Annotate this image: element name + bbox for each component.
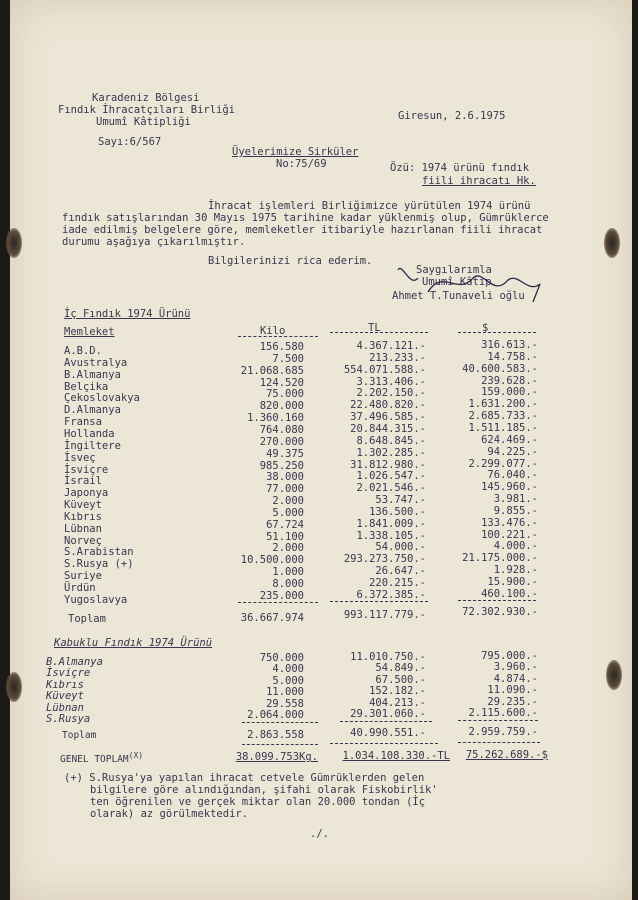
grand-total-rule-tl (330, 743, 438, 744)
handwritten-signature (388, 258, 548, 308)
section1-sum-rule-usd (458, 600, 536, 601)
row-country: Lübnan (64, 522, 102, 535)
row-usd: 40.600.583.- (462, 362, 538, 375)
row-kilo: 49.375 (266, 447, 304, 460)
section1-total-kilo: 36.667.974 (240, 612, 304, 624)
row-tl: 1.338.105.- (356, 529, 426, 542)
row-kilo: 2.064.000 (247, 709, 304, 721)
row-kilo: 51.100 (266, 530, 304, 543)
row-kilo: 2.000 (272, 542, 304, 555)
row-kilo: 10.500.000 (240, 554, 304, 567)
row-tl: 20.844.315.- (350, 422, 426, 435)
row-usd: 2.685.733.- (468, 410, 538, 423)
row-country: Yugoslavya (64, 593, 128, 606)
header-kilo: Kilo (260, 325, 286, 337)
row-country: Kıbrıs (46, 678, 84, 691)
row-kilo: 38.000 (266, 471, 304, 484)
row-usd: 1.631.200.- (468, 398, 538, 411)
row-kilo: 5.000 (272, 506, 304, 519)
row-tl: 152.182.- (369, 685, 426, 698)
row-usd: 3.981.- (493, 493, 538, 506)
row-usd: 100.221.- (481, 528, 538, 541)
row-usd: 1.511.185.- (468, 421, 538, 434)
punch-hole-right-top (604, 228, 620, 258)
row-tl: 53.747.- (375, 494, 426, 507)
punch-hole-left-bottom (6, 672, 22, 702)
section1-title: İç Fındık 1974 Ürünü (64, 308, 191, 320)
row-country: A.B.D. (64, 345, 102, 357)
row-tl: 1.026.547.- (356, 470, 426, 483)
row-usd: 76.040.- (487, 469, 538, 482)
section1-total-label: Toplam (68, 613, 106, 625)
header-rule-usd (458, 332, 536, 333)
row-country: S.Rusya (+) (64, 558, 134, 571)
section2-title: Kabuklu Fındık 1974 Ürünü (54, 637, 213, 649)
row-tl: 3.313.406.- (356, 375, 426, 388)
row-tl: 26.647.- (375, 565, 426, 578)
row-usd: 4.000.- (493, 540, 538, 553)
row-tl: 6.372.385.- (356, 588, 426, 601)
row-usd: 29.235.- (487, 695, 538, 708)
row-usd: 11.090.- (487, 684, 538, 697)
row-kilo: 270.000 (259, 435, 304, 448)
section2-sum-rule-usd (458, 720, 538, 721)
row-kilo: 77.000 (266, 483, 304, 496)
row-country: D.Almanya (64, 404, 121, 417)
row-kilo: 750.000 (259, 652, 304, 664)
row-country: Hollanda (64, 427, 115, 440)
row-kilo: 124.520 (259, 376, 304, 389)
header-tl: TL (368, 322, 381, 334)
row-country: Japonya (64, 487, 109, 500)
row-kilo: 156.580 (259, 341, 304, 353)
document-page (10, 0, 632, 900)
grand-total-mark: (X) (128, 751, 144, 760)
row-kilo: 75.000 (266, 388, 304, 401)
row-kilo: 1.000 (272, 566, 304, 579)
row-kilo: 764.080 (259, 423, 304, 436)
footnote-line2: bilgilere göre alındığından, şifahi olarak Fiskobirlik' (90, 784, 438, 796)
row-tl: 22.480.820.- (350, 399, 426, 412)
header-country: Memleket (64, 326, 115, 338)
row-usd: 21.175.000.- (462, 552, 538, 565)
row-kilo: 5.000 (272, 674, 304, 687)
grand-total-rule-kilo (242, 744, 318, 745)
row-tl: 4.367.121.- (356, 340, 426, 352)
body-request: Bilgilerinizi rica ederim. (208, 255, 373, 267)
row-kilo: 1.360.160 (247, 412, 304, 425)
row-tl: 213.233.- (369, 351, 426, 364)
signature-closing: Saygılarımla (416, 264, 492, 276)
row-tl: 54.849.- (375, 662, 426, 675)
row-country: B.Almanya (64, 368, 121, 381)
row-tl: 54.000.- (375, 541, 426, 554)
row-usd: 795.000.- (481, 650, 538, 662)
row-usd: 9.855.- (493, 504, 538, 517)
row-country: Belçika (64, 380, 109, 393)
row-tl: 293.273.750.- (343, 553, 426, 566)
row-tl: 31.812.980.- (350, 458, 426, 471)
grand-total-label (60, 750, 143, 766)
subject-line2: fiili ihracatı Hk. (422, 175, 536, 187)
row-usd: 14.758.- (487, 350, 538, 363)
grand-total-kilo: 38.099.753Kg. (235, 751, 318, 763)
row-country: Küveyt (64, 499, 102, 512)
row-country: S.Rusya (46, 713, 91, 725)
row-usd: 133.476.- (481, 516, 538, 529)
circular-title: Üyelerimize Sirküler (232, 146, 359, 158)
signature-role: Umumî Kâtip (422, 276, 492, 288)
row-country: B.Almanya (46, 656, 103, 668)
row-country: Çekoslovakya (64, 392, 140, 405)
row-tl: 136.500.- (369, 505, 426, 518)
row-usd: 94.225.- (487, 445, 538, 458)
footnote-line1: (+) S.Rusya'ya yapılan ihracat cetvele Gümrüklerden gelen (64, 772, 425, 784)
row-tl: 220.215.- (369, 577, 426, 589)
footnote-line4: olarak) az görülmektedir. (90, 808, 249, 820)
row-country: İsviçre (46, 667, 91, 680)
row-tl: 67.500.- (375, 673, 426, 686)
row-tl: 1.302.285.- (356, 446, 426, 459)
header-usd: $ (482, 322, 489, 334)
row-country: Küveyt (46, 690, 84, 703)
section2-total-kilo: 2.863.558 (247, 729, 304, 741)
row-kilo: 29.558 (266, 697, 304, 710)
grand-total-rule-usd (458, 742, 540, 743)
subject-line1: Özü: 1974 ürünü fındık (390, 162, 530, 174)
row-country: İsviçre (64, 463, 109, 476)
row-tl: 2.021.546.- (356, 482, 426, 495)
row-kilo: 235.000 (259, 589, 304, 602)
body-line1: İhracat işlemleri Birliğimizce yürütülen 1974 ürünü (208, 200, 531, 212)
row-usd: 145.960.- (481, 481, 538, 494)
org-line1: Karadeniz Bölgesi (92, 92, 200, 104)
row-country: Ürdün (64, 582, 96, 594)
footnote-line3: ten öğrenilen ve gerçek miktar olan 20.000 tondan (İç (90, 796, 426, 808)
row-usd: 2.299.077.- (468, 457, 538, 470)
row-country: S.Arabistan (64, 546, 134, 559)
row-kilo: 67.724 (266, 518, 304, 531)
section2-total-tl: 40.990.551.- (350, 727, 426, 739)
section1-sum-rule-kilo (238, 602, 318, 603)
row-tl: 404.213.- (369, 696, 426, 709)
section2-sum-rule-tl (340, 721, 432, 722)
grand-total-tl: 1.034.108.330.-TL (342, 750, 450, 762)
row-country: Kıbrıs (64, 510, 102, 523)
row-usd: 316.613.- (481, 339, 538, 351)
row-country: Suriye (64, 570, 102, 583)
row-tl: 2.202.150.- (356, 387, 426, 400)
row-tl: 29.301.060.- (350, 708, 426, 720)
row-country: Avustralya (64, 356, 128, 369)
row-tl: 1.841.009.- (356, 517, 426, 530)
row-kilo: 820.000 (259, 400, 304, 413)
section2-sum-rule-kilo (242, 722, 318, 723)
row-usd: 3.960.- (493, 661, 538, 674)
grand-total-text: GENEL TOPLAM (60, 754, 129, 766)
row-kilo: 21.068.685 (240, 364, 304, 377)
row-tl: 8.648.845.- (356, 434, 426, 447)
section1-sum-rule-tl (330, 601, 428, 602)
row-kilo: 2.000 (272, 495, 304, 508)
document-number: Sayı:6/567 (98, 136, 162, 148)
row-kilo: 7.500 (272, 352, 304, 365)
header-rule-tl (330, 332, 428, 333)
grand-total-usd: 75.262.689.-$ (465, 749, 548, 761)
row-kilo: 985.250 (259, 459, 304, 472)
org-line3: Umumî Kâtipliği (96, 116, 191, 128)
row-usd: 4.874.- (493, 672, 538, 685)
row-usd: 239.628.- (481, 374, 538, 387)
section2-total-usd: 2.959.759.- (468, 726, 538, 738)
row-usd: 624.469.- (481, 433, 538, 446)
body-line4: durumu aşağıya çıkarılmıştır. (62, 236, 246, 248)
row-country: İsrail (64, 475, 102, 488)
row-tl: 554.071.588.- (343, 363, 426, 376)
header-rule-kilo (238, 336, 318, 337)
section2-total-label: Toplam (62, 730, 97, 741)
row-country: Norveç (64, 534, 102, 547)
place-date: Giresun, 2.6.1975 (398, 110, 506, 122)
org-line2: Fındık İhracatçıları Birliği (58, 104, 236, 116)
page-continuation-mark: ./. (310, 828, 329, 840)
row-usd: 2.115.600.- (468, 707, 538, 719)
row-usd: 1.928.- (493, 564, 538, 577)
signature-name: Ahmet T.Tunaveli oğlu (392, 290, 525, 302)
row-country: Lübnan (46, 701, 84, 714)
row-country: Fransa (64, 416, 102, 429)
row-kilo: 4.000 (272, 663, 304, 676)
row-tl: 11.010.750.- (350, 651, 426, 663)
row-tl: 37.496.585.- (350, 411, 426, 424)
row-usd: 159.000.- (481, 386, 538, 399)
row-kilo: 8.000 (272, 578, 304, 590)
row-country: İngiltere (64, 439, 121, 452)
section1-total-tl: 993.117.779.- (343, 609, 426, 621)
row-country: İsveç (64, 451, 96, 464)
body-line3: iade edilmiş belgelere göre, memleketler itibariyle hazırlanan fiili ihracat (62, 224, 543, 236)
section1-total-usd: 72.302.930.- (462, 606, 538, 618)
row-kilo: 11.000 (266, 686, 304, 699)
body-line2: fındık satışlarından 30 Mayıs 1975 tarihine kadar yüklenmiş olup, Gümrüklerce (62, 212, 549, 224)
row-usd: 15.900.- (487, 576, 538, 588)
circular-number: No:75/69 (276, 158, 327, 170)
row-usd: 460.100.- (481, 587, 538, 600)
punch-hole-left-top (6, 228, 22, 258)
punch-hole-right-bottom (606, 660, 622, 690)
